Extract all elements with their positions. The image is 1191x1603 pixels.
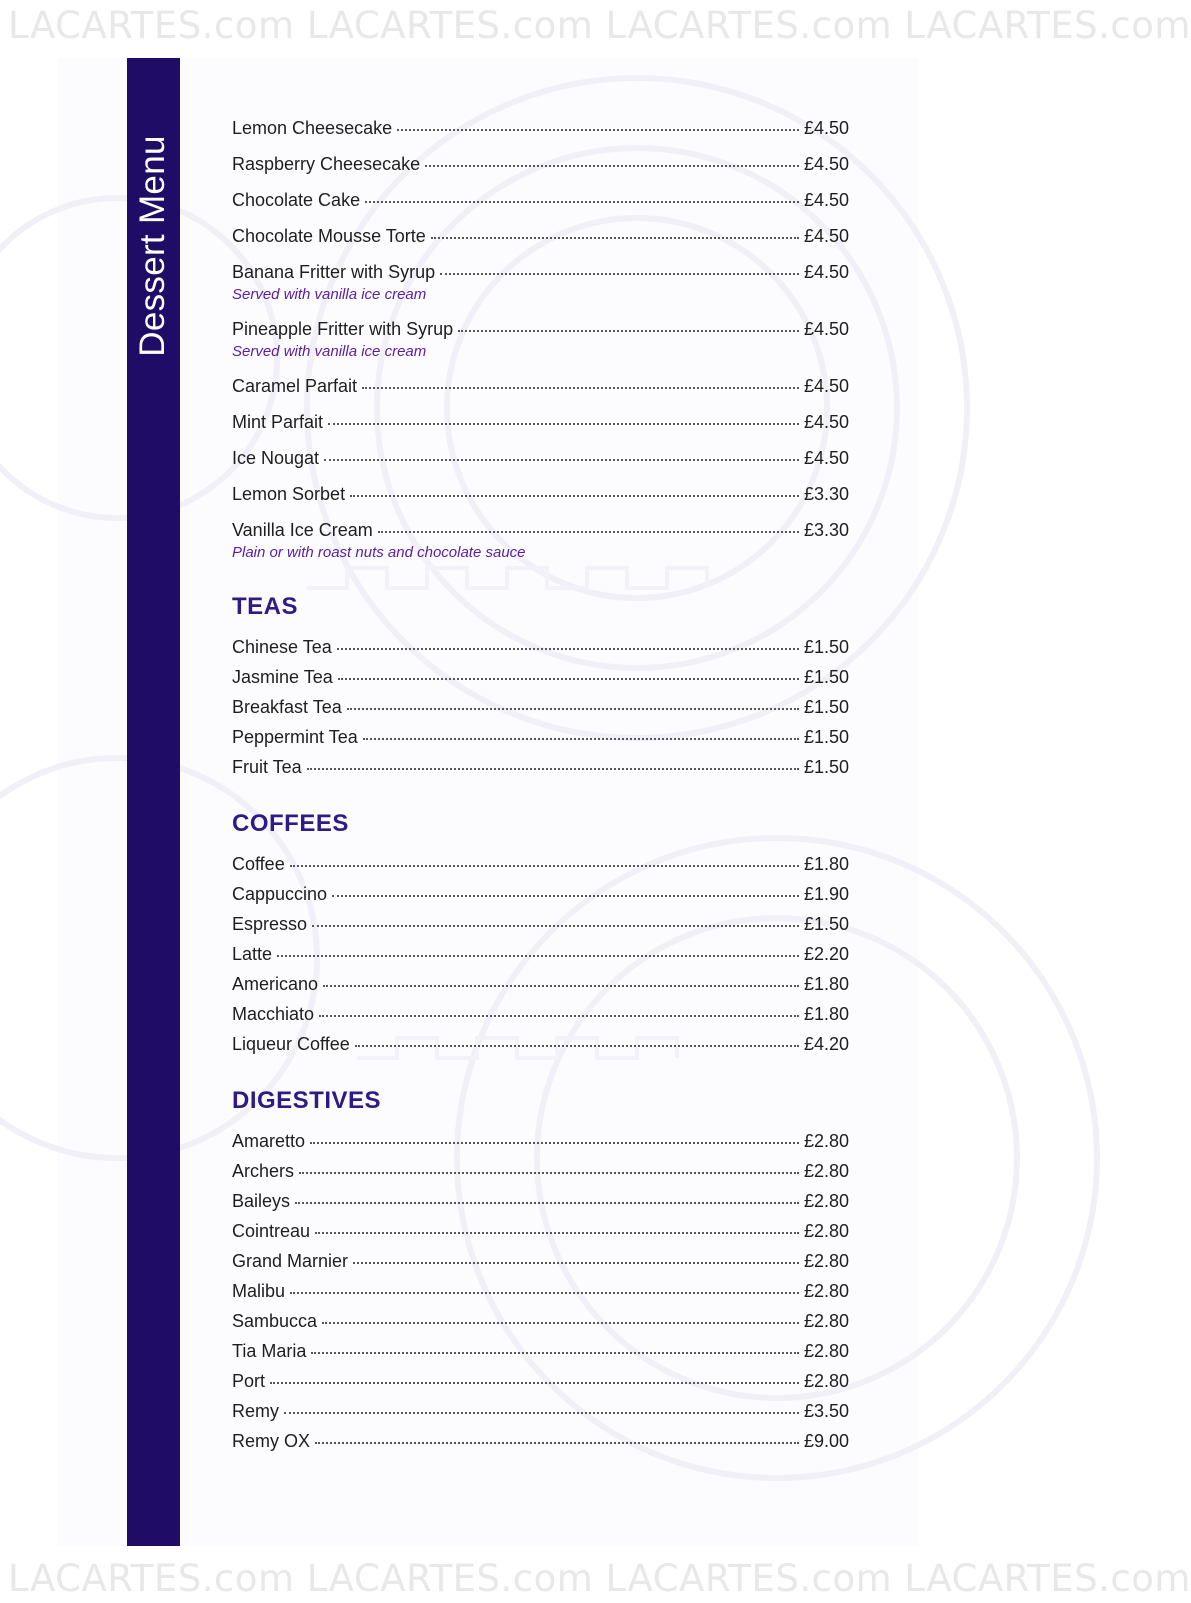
teas-list (232, 637, 849, 778)
item-price: £4.50 (803, 319, 849, 339)
menu-item (232, 974, 849, 995)
item-name: Banana Fritter with Syrup (232, 262, 436, 282)
menu-item-row (232, 154, 849, 175)
item-price: £1.80 (803, 1004, 849, 1024)
item-name: Sambucca (232, 1311, 318, 1331)
dot-leader (312, 925, 799, 927)
dot-leader (363, 738, 799, 740)
item-price: £1.50 (803, 697, 849, 717)
item-name: Espresso (232, 914, 308, 934)
item-price: £2.20 (803, 944, 849, 964)
item-price: £1.80 (803, 974, 849, 994)
item-price: £4.50 (803, 226, 849, 246)
menu-item (232, 319, 849, 360)
menu-item-row (232, 319, 849, 340)
menu-item-row (232, 262, 849, 283)
menu-item-row (232, 484, 849, 505)
menu-item-row (232, 884, 849, 905)
digestives-list (232, 1131, 849, 1452)
menu-item (232, 1131, 849, 1152)
dot-leader (310, 1142, 799, 1144)
item-name: Raspberry Cheesecake (232, 154, 421, 174)
menu-item (232, 757, 849, 778)
item-description: Served with vanilla ice cream (232, 286, 427, 303)
menu-item (232, 1431, 849, 1452)
menu-item (232, 520, 849, 561)
dot-leader (440, 273, 799, 275)
menu-item (232, 262, 849, 303)
dot-leader (284, 1412, 799, 1414)
menu-item (232, 1004, 849, 1025)
menu-item-row (232, 448, 849, 469)
dot-leader (322, 1322, 799, 1324)
dot-leader (337, 648, 799, 650)
page-title: Dessert Menu (133, 135, 172, 357)
menu-item-row (232, 1281, 849, 1302)
item-price: £4.20 (803, 1034, 849, 1054)
menu-item-row (232, 1034, 849, 1055)
item-name: Pineapple Fritter with Syrup (232, 319, 454, 339)
menu-item-row (232, 974, 849, 995)
item-name: Archers (232, 1161, 295, 1181)
dot-leader (319, 1015, 799, 1017)
menu-item-row (232, 1431, 849, 1452)
item-price: £4.50 (803, 154, 849, 174)
dot-leader (365, 201, 799, 203)
item-price: £4.50 (803, 262, 849, 282)
dot-leader (338, 678, 799, 680)
item-price: £9.00 (803, 1431, 849, 1451)
item-price: £1.50 (803, 757, 849, 777)
dot-leader (299, 1172, 799, 1174)
dot-leader (347, 708, 799, 710)
dot-leader (323, 985, 799, 987)
menu-item-row (232, 667, 849, 688)
menu-item-row (232, 1341, 849, 1362)
item-name: Cointreau (232, 1221, 311, 1241)
dot-leader (315, 1442, 799, 1444)
dot-leader (355, 1045, 799, 1047)
dot-leader (350, 495, 799, 497)
item-name: Grand Marnier (232, 1251, 349, 1271)
item-name: Caramel Parfait (232, 376, 358, 396)
dot-leader (431, 237, 799, 239)
menu-item-row (232, 944, 849, 965)
item-name: Latte (232, 944, 273, 964)
item-name: Remy (232, 1401, 280, 1421)
item-price: £1.50 (803, 914, 849, 934)
item-name: Ice Nougat (232, 448, 320, 468)
item-price: £3.50 (803, 1401, 849, 1421)
item-price: £2.80 (803, 1371, 849, 1391)
menu-item (232, 118, 849, 139)
item-name: Baileys (232, 1191, 291, 1211)
item-name: Coffee (232, 854, 285, 874)
menu-item (232, 914, 849, 935)
item-price: £2.80 (803, 1281, 849, 1301)
item-price: £4.50 (803, 118, 849, 138)
menu-item-row (232, 854, 849, 875)
dot-leader (290, 865, 799, 867)
dot-leader (307, 768, 799, 770)
item-price: £2.80 (803, 1311, 849, 1331)
menu-item-row (232, 1371, 849, 1392)
coffees-list (232, 854, 849, 1055)
dot-leader (328, 423, 799, 425)
item-name: Americano (232, 974, 319, 994)
menu-item-row (232, 637, 849, 658)
desserts-list (232, 118, 849, 561)
menu-item-row (232, 1401, 849, 1422)
item-price: £2.80 (803, 1161, 849, 1181)
menu-item-row (232, 727, 849, 748)
dot-leader (277, 955, 799, 957)
item-name: Amaretto (232, 1131, 306, 1151)
menu-item (232, 1161, 849, 1182)
menu-item (232, 697, 849, 718)
dot-leader (353, 1262, 799, 1264)
dot-leader (378, 531, 799, 533)
menu-item (232, 412, 849, 433)
item-price: £2.80 (803, 1191, 849, 1211)
dot-leader (324, 459, 799, 461)
section-heading-teas: TEAS (232, 593, 299, 620)
menu-item (232, 376, 849, 397)
menu-item-row (232, 1311, 849, 1332)
menu-item (232, 1311, 849, 1332)
item-name: Peppermint Tea (232, 727, 358, 747)
item-price: £2.80 (803, 1251, 849, 1271)
menu-item-row (232, 757, 849, 778)
menu-content (232, 118, 849, 1461)
menu-item (232, 1034, 849, 1055)
dot-leader (458, 330, 799, 332)
menu-item (232, 1191, 849, 1212)
menu-item (232, 1371, 849, 1392)
menu-item (232, 884, 849, 905)
item-price: £1.50 (803, 637, 849, 657)
dot-leader (397, 129, 799, 131)
menu-item (232, 944, 849, 965)
item-name: Tia Maria (232, 1341, 307, 1361)
menu-item-row (232, 1161, 849, 1182)
menu-item-row (232, 1191, 849, 1212)
watermark-top: LACARTES.com LACARTES.com LACARTES.com LACARTES.com (8, 4, 1191, 47)
section-heading-coffees: COFFEES (232, 810, 349, 837)
menu-item-row (232, 118, 849, 139)
item-name: Macchiato (232, 1004, 315, 1024)
item-name: Lemon Sorbet (232, 484, 346, 504)
item-price: £3.30 (803, 484, 849, 504)
watermark-bottom: LACARTES.com LACARTES.com LACARTES.com LACARTES.com (8, 1557, 1191, 1600)
menu-item (232, 1281, 849, 1302)
item-name: Malibu (232, 1281, 286, 1301)
menu-item (232, 854, 849, 875)
menu-item (232, 727, 849, 748)
menu-item-row (232, 190, 849, 211)
menu-item (232, 1251, 849, 1272)
menu-item (232, 226, 849, 247)
item-name: Lemon Cheesecake (232, 118, 393, 138)
menu-item-row (232, 412, 849, 433)
menu-item-row (232, 1004, 849, 1025)
item-price: £4.50 (803, 448, 849, 468)
menu-item (232, 1401, 849, 1422)
item-name: Fruit Tea (232, 757, 302, 777)
item-price: £1.50 (803, 667, 849, 687)
item-name: Chocolate Mousse Torte (232, 226, 426, 246)
section-heading-digestives: DIGESTIVES (232, 1087, 382, 1114)
menu-item-row (232, 914, 849, 935)
item-price: £4.50 (803, 376, 849, 396)
item-name: Liqueur Coffee (232, 1034, 350, 1054)
menu-item-row (232, 1221, 849, 1242)
item-price: £4.50 (803, 412, 849, 432)
menu-item (232, 190, 849, 211)
item-name: Mint Parfait (232, 412, 324, 432)
item-price: £1.90 (803, 884, 849, 904)
page-title-container (127, 58, 180, 368)
dot-leader (362, 387, 799, 389)
item-name: Vanilla Ice Cream (232, 520, 373, 540)
item-name: Jasmine Tea (232, 667, 333, 687)
menu-item-row (232, 376, 849, 397)
menu-item (232, 637, 849, 658)
item-name: Remy OX (232, 1431, 311, 1451)
dot-leader (270, 1382, 799, 1384)
dot-leader (332, 895, 799, 897)
item-name: Chinese Tea (232, 637, 332, 657)
item-price: £1.50 (803, 727, 849, 747)
menu-item-row (232, 226, 849, 247)
item-name: Port (232, 1371, 266, 1391)
item-description: Plain or with roast nuts and chocolate sauce (232, 544, 526, 561)
dot-leader (425, 165, 799, 167)
menu-item-row (232, 697, 849, 718)
menu-item-row (232, 520, 849, 541)
item-name: Chocolate Cake (232, 190, 361, 210)
item-name: Breakfast Tea (232, 697, 342, 717)
menu-item (232, 1341, 849, 1362)
dot-leader (315, 1232, 799, 1234)
dot-leader (295, 1202, 799, 1204)
menu-item (232, 448, 849, 469)
menu-item (232, 1221, 849, 1242)
item-price: £4.50 (803, 190, 849, 210)
item-price: £3.30 (803, 520, 849, 540)
menu-item-row (232, 1251, 849, 1272)
item-price: £2.80 (803, 1341, 849, 1361)
item-description: Served with vanilla ice cream (232, 343, 427, 360)
dot-leader (311, 1352, 799, 1354)
item-price: £2.80 (803, 1221, 849, 1241)
menu-item (232, 484, 849, 505)
menu-item (232, 154, 849, 175)
menu-item (232, 667, 849, 688)
dot-leader (290, 1292, 799, 1294)
item-price: £2.80 (803, 1131, 849, 1151)
item-price: £1.80 (803, 854, 849, 874)
item-name: Cappuccino (232, 884, 328, 904)
menu-item-row (232, 1131, 849, 1152)
